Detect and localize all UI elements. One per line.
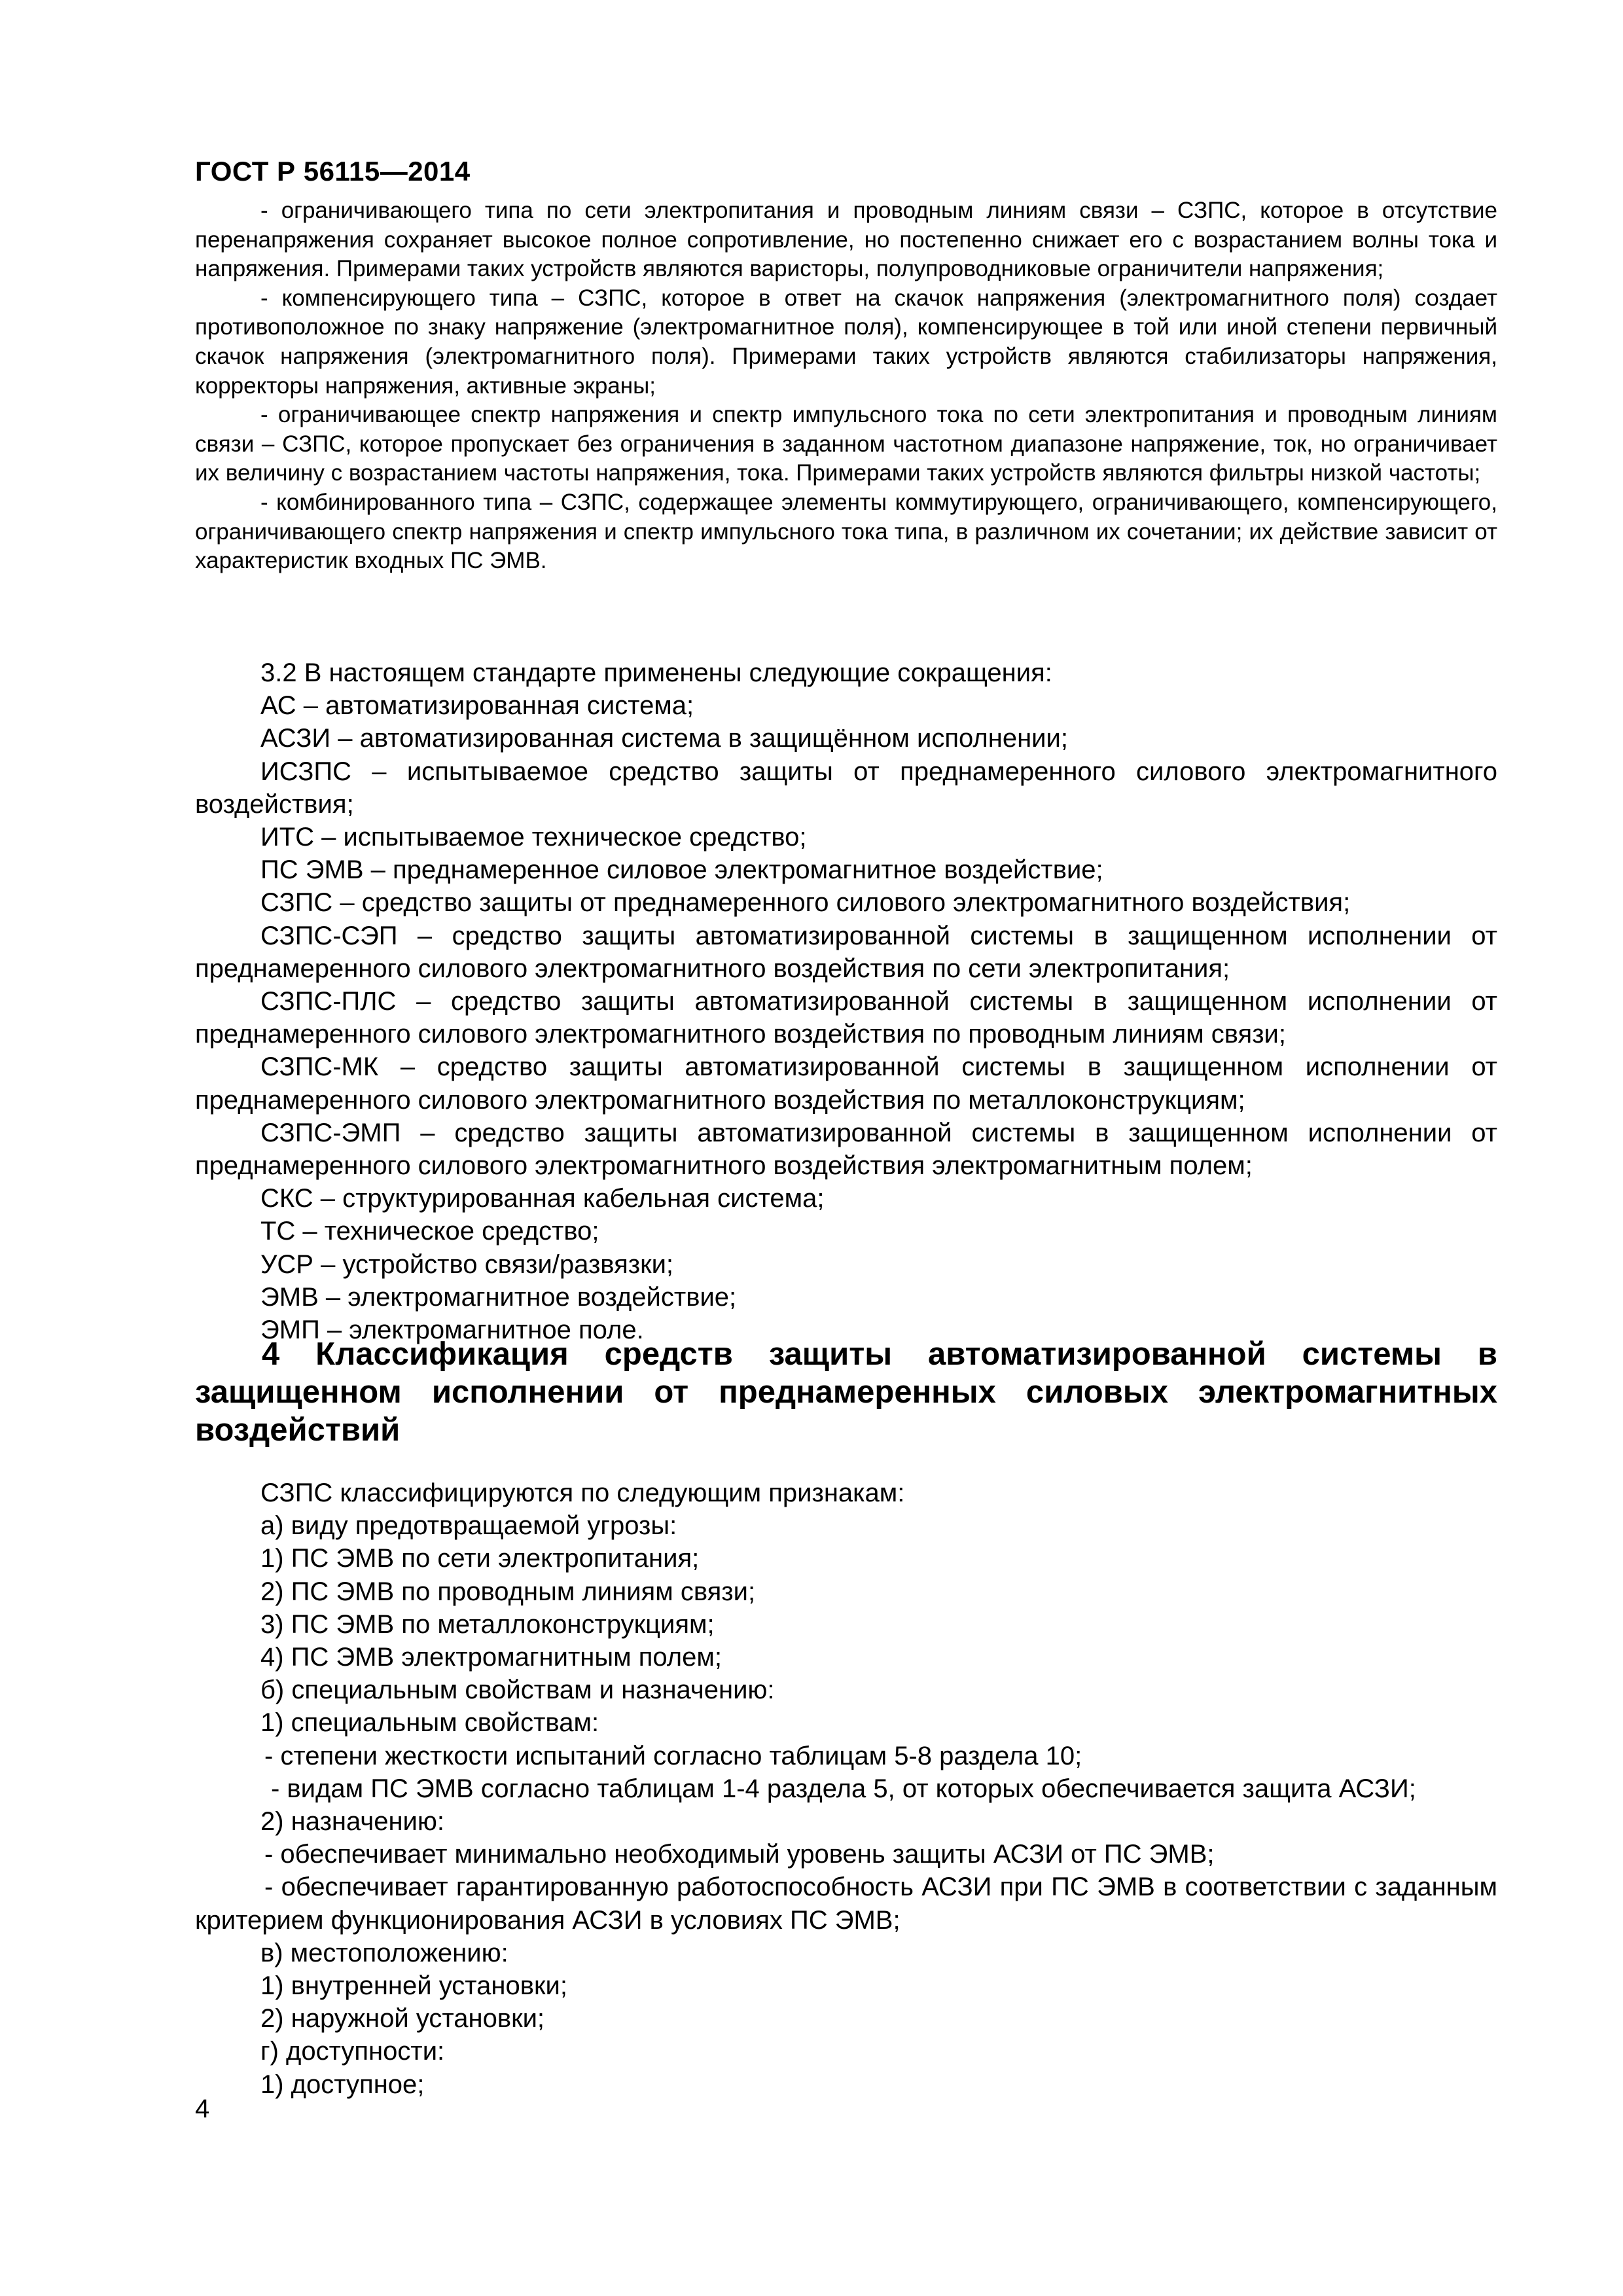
abbreviation-item: УСР – устройство связи/развязки; <box>260 1249 674 1279</box>
definition-paragraph: - компенсирующего типа – СЗПС, которое в ответ на скачок напряжения (электромагнитного поля) создает противоположное по знаку напряжение (электромагнитное поля), компенсирующее в той или иной степени первичный скачок напряжения (электромагнитного поля). Примерами таких устройств являются стабилизаторы напряжения, корректоры напряжения, активные экраны; <box>195 285 1497 399</box>
list-item: 4) ПС ЭМВ электромагнитным полем; <box>260 1643 722 1672</box>
abbreviation-item: ПС ЭМВ – преднамеренное силовое электромагнитное воздействие; <box>260 855 1103 885</box>
abbreviation-item: ЭМП – электромагнитное поле. <box>260 1316 644 1345</box>
list-item: 2) назначению: <box>260 1807 444 1837</box>
list-item: а) виду предотвращаемой угрозы: <box>260 1511 677 1541</box>
list-item: - обеспечивает минимально необходимый уровень защиты АСЗИ от ПС ЭМВ; <box>264 1840 1215 1869</box>
abbreviations-block <box>195 656 1497 1346</box>
definition-paragraph: - ограничивающее спектр напряжения и спектр импульсного тока по сети электропитания и проводным линиям связи – СЗПС, которое пропускает без ограничения в заданном частотном диапазоне напряжение, ток, но ограничивает их величину с возрастанием частоты напряжения, тока. Примерами таких устройств являются фильтры низкой частоты; <box>195 402 1497 486</box>
list-item: 1) специальным свойствам: <box>260 1708 599 1738</box>
list-item: 1) ПС ЭМВ по сети электропитания; <box>260 1544 700 1573</box>
section-title-line: 4 Классификация средств защиты автоматизированной системы в <box>262 1336 1497 1372</box>
abbreviation-item: АСЗИ – автоматизированная система в защищённом исполнении; <box>260 724 1068 753</box>
abbreviation-item: СКС – структурированная кабельная система; <box>260 1184 825 1213</box>
abbreviation-item: СЗПС-СЭП – средство защиты автоматизированной системы в защищенном исполнении от преднамеренного силового электромагнитного воздействия по сети электропитания; <box>195 921 1497 983</box>
list-item: 1) внутренней установки; <box>260 1971 567 2001</box>
list-item: 2) наружной установки; <box>260 2004 545 2034</box>
list-item: 1) доступное; <box>260 2070 425 2099</box>
abbreviation-item: СЗПС-ПЛС – средство защиты автоматизированной системы в защищенном исполнении от преднамеренного силового электромагнитного воздействия по проводным линиям связи; <box>195 987 1497 1049</box>
list-item: СЗПС классифицируются по следующим признакам: <box>260 1479 905 1507</box>
abbreviation-item: ИСЗПС – испытываемое средство защиты от преднамеренного силового электромагнитного воздействия; <box>195 757 1497 819</box>
section-title-line: защищенном исполнении от преднамеренных силовых электромагнитных <box>195 1374 1497 1410</box>
list-item: в) местоположению: <box>260 1938 508 1967</box>
list-item: - обеспечивает гарантированную работоспособность АСЗИ при ПС ЭМВ в соответствии с заданным критерием функционирования АСЗИ в условиях ПС ЭМВ; <box>195 1873 1497 1935</box>
section-title-line: воздействий <box>195 1412 401 1448</box>
abbreviation-item: ИТС – испытываемое техническое средство; <box>260 823 807 852</box>
section-4-heading <box>195 1335 1497 1449</box>
abbreviation-item: СЗПС – средство защиты от преднамеренного силового электромагнитного воздействия; <box>260 888 1351 918</box>
abbreviation-item: АС – автоматизированная система; <box>260 691 694 721</box>
list-item: г) доступности: <box>260 2037 445 2066</box>
abbreviation-item: СЗПС-МК – средство защиты автоматизированной системы в защищенном исполнении от преднамеренного силового электромагнитного воздействия по металлоконструкциям; <box>195 1052 1497 1115</box>
page-number: 4 <box>195 2094 210 2123</box>
abbreviations-intro: 3.2 В настоящем стандарте применены следующие сокращения: <box>260 658 1052 687</box>
abbreviation-item: СЗПС-ЭМП – средство защиты автоматизированной системы в защищенном исполнении от преднамеренного силового электромагнитного воздействия электромагнитным полем; <box>195 1118 1497 1181</box>
definition-paragraph: - комбинированного типа – СЗПС, содержащее элементы коммутирующего, ограничивающего, компенсирующего, ограничивающего спектр напряжения и спектр импульсного тока типа, в различном их сочетании; их действие зависит от характеристик входных ПС ЭМВ. <box>195 489 1497 574</box>
abbreviation-item: ЭМВ – электромагнитное воздействие; <box>260 1282 737 1312</box>
abbreviation-item: ТС – техническое средство; <box>260 1217 599 1246</box>
list-item: б) специальным свойствам и назначению: <box>260 1676 775 1705</box>
definition-paragraph: - ограничивающего типа по сети электропитания и проводным линиям связи – СЗПС, которое в отсутствие перенапряжения сохраняет высокое полное сопротивление, но постепенно снижает его с возрастанием волны тока и напряжения. Примерами таких устройств являются варисторы, полупроводниковые ограничители напряжения; <box>195 198 1497 282</box>
classification-list <box>195 1477 1497 2101</box>
definitions-block <box>195 196 1497 576</box>
list-item: 2) ПС ЭМВ по проводным линиям связи; <box>260 1577 756 1606</box>
list-item: - степени жесткости испытаний согласно таблицам 5-8 раздела 10; <box>264 1741 1082 1770</box>
list-item: 3) ПС ЭМВ по металлоконструкциям; <box>260 1609 715 1639</box>
standard-header: ГОСТ Р 56115—2014 <box>195 156 471 187</box>
list-item: - видам ПС ЭМВ согласно таблицам 1-4 раздела 5, от которых обеспечивается защита АСЗИ; <box>271 1774 1416 1803</box>
